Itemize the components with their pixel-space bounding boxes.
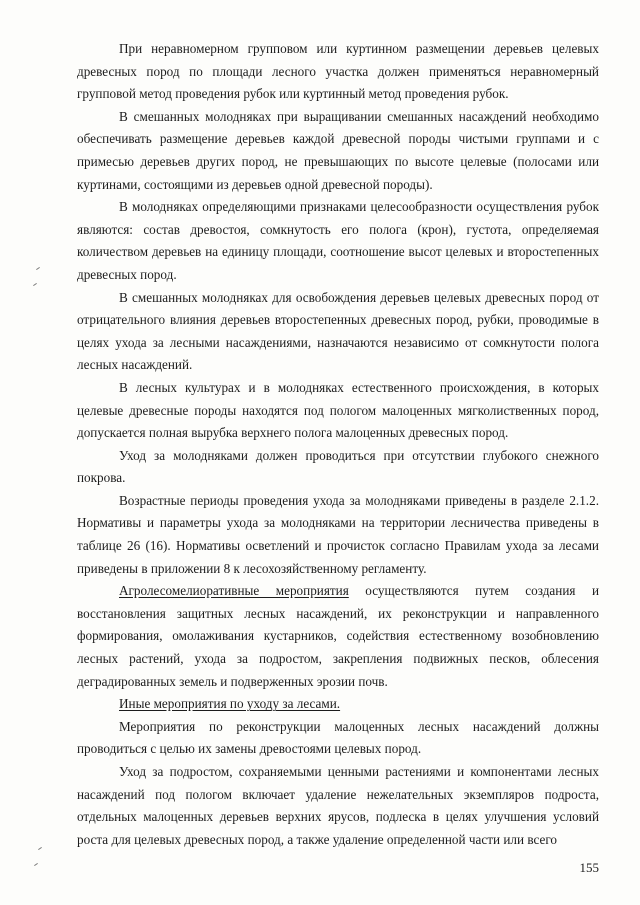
scan-mark <box>33 283 37 286</box>
other-measures-heading: Иные мероприятия по уходу за лесами. <box>119 696 341 712</box>
agroforestry-text: осуществляются путем создания и восстановления защитных лесных насаждений, их реконструкции и направленного формирования, омолаживания кустарников, содействия естественному возобновлению лесных растений, ухода за подростом, закрепления подвижных песков, облесения деградированных земель и подверженных эрозии почв. <box>77 583 600 689</box>
document-body <box>77 38 599 851</box>
paragraph-snow-cover: Уход за молодняками должен проводиться при отсутствии глубокого снежного покрова. <box>77 447 599 486</box>
scan-mark <box>34 863 38 866</box>
paragraph-reconstruction: Мероприятия по реконструкции малоценных лесных насаждений должны проводиться с целью их замены древостоями целевых пород. <box>77 718 599 757</box>
paragraph-agroforestry <box>77 580 599 693</box>
paragraph-release-cuttings: В смешанных молодняках для освобождения деревьев целевых древесных пород от отрицательного влияния деревьев второстепенных древесных пород, рубки, проводимые в целях ухода за лесными насаждениями, назначаются независимо от сомкнутости полога лесных насаждений. <box>77 289 599 373</box>
scan-mark <box>36 267 40 270</box>
paragraph-mixed-young-stands: В смешанных молодняках при выращивании смешанных насаждений необходимо обеспечивать размещение деревьев каждой древесной породы чистыми группами и с примесью деревьев других пород, не превышающих по высоте целевые (полосами или куртинами, состоящими из деревьев одной древесной породы). <box>77 108 599 192</box>
agroforestry-heading: Агролесомелиоративные мероприятия <box>119 583 349 599</box>
paragraph-other-measures <box>77 693 599 716</box>
paragraph-uneven-placement: При неравномерном групповом или куртинном размещении деревьев целевых древесных пород по площади лесного участка должен применяться неравномерный групповой метод проведения рубок или куртинный метод проведения рубок. <box>77 41 599 102</box>
paragraph-forest-cultures: В лесных культурах и в молодняках естественного происхождения, в которых целевые древесные породы находятся под пологом малоценных мягколиственных пород, допускается полная вырубка верхнего полога малоценных древесных пород. <box>77 379 599 441</box>
scan-mark <box>38 847 42 850</box>
paragraph-age-periods: Возрастные периоды проведения ухода за молодняками приведены в разделе 2.1.2. Нормативы и параметры ухода за молодняками на территории лесничества приведены в таблице 26 (16). Нормативы осветлений и прочисток согласно Правилам ухода за лесами приведены в приложении 8 к лесохозяйственному регламенту. <box>77 492 599 576</box>
paragraph-undergrowth-care: Уход за подростом, сохраняемыми ценными растениями и компонентами лесных насаждений под пологом включает удаление нежелательных экземпляров подроста, отдельных малоценных деревьев верхних ярусов, подлеска в целях улучшения условий роста для целевых древесных пород, а также удаление определенной части или всего <box>77 764 599 847</box>
paragraph-felling-criteria: В молодняках определяющими признаками целесообразности осуществления рубок являются: состав древостоя, сомкнутость его полога (крон), густота, определяемая количеством деревьев на единицу площади, соотношение высот целевых и второстепенных древесных пород. <box>77 199 599 282</box>
page-number: 155 <box>579 860 599 875</box>
